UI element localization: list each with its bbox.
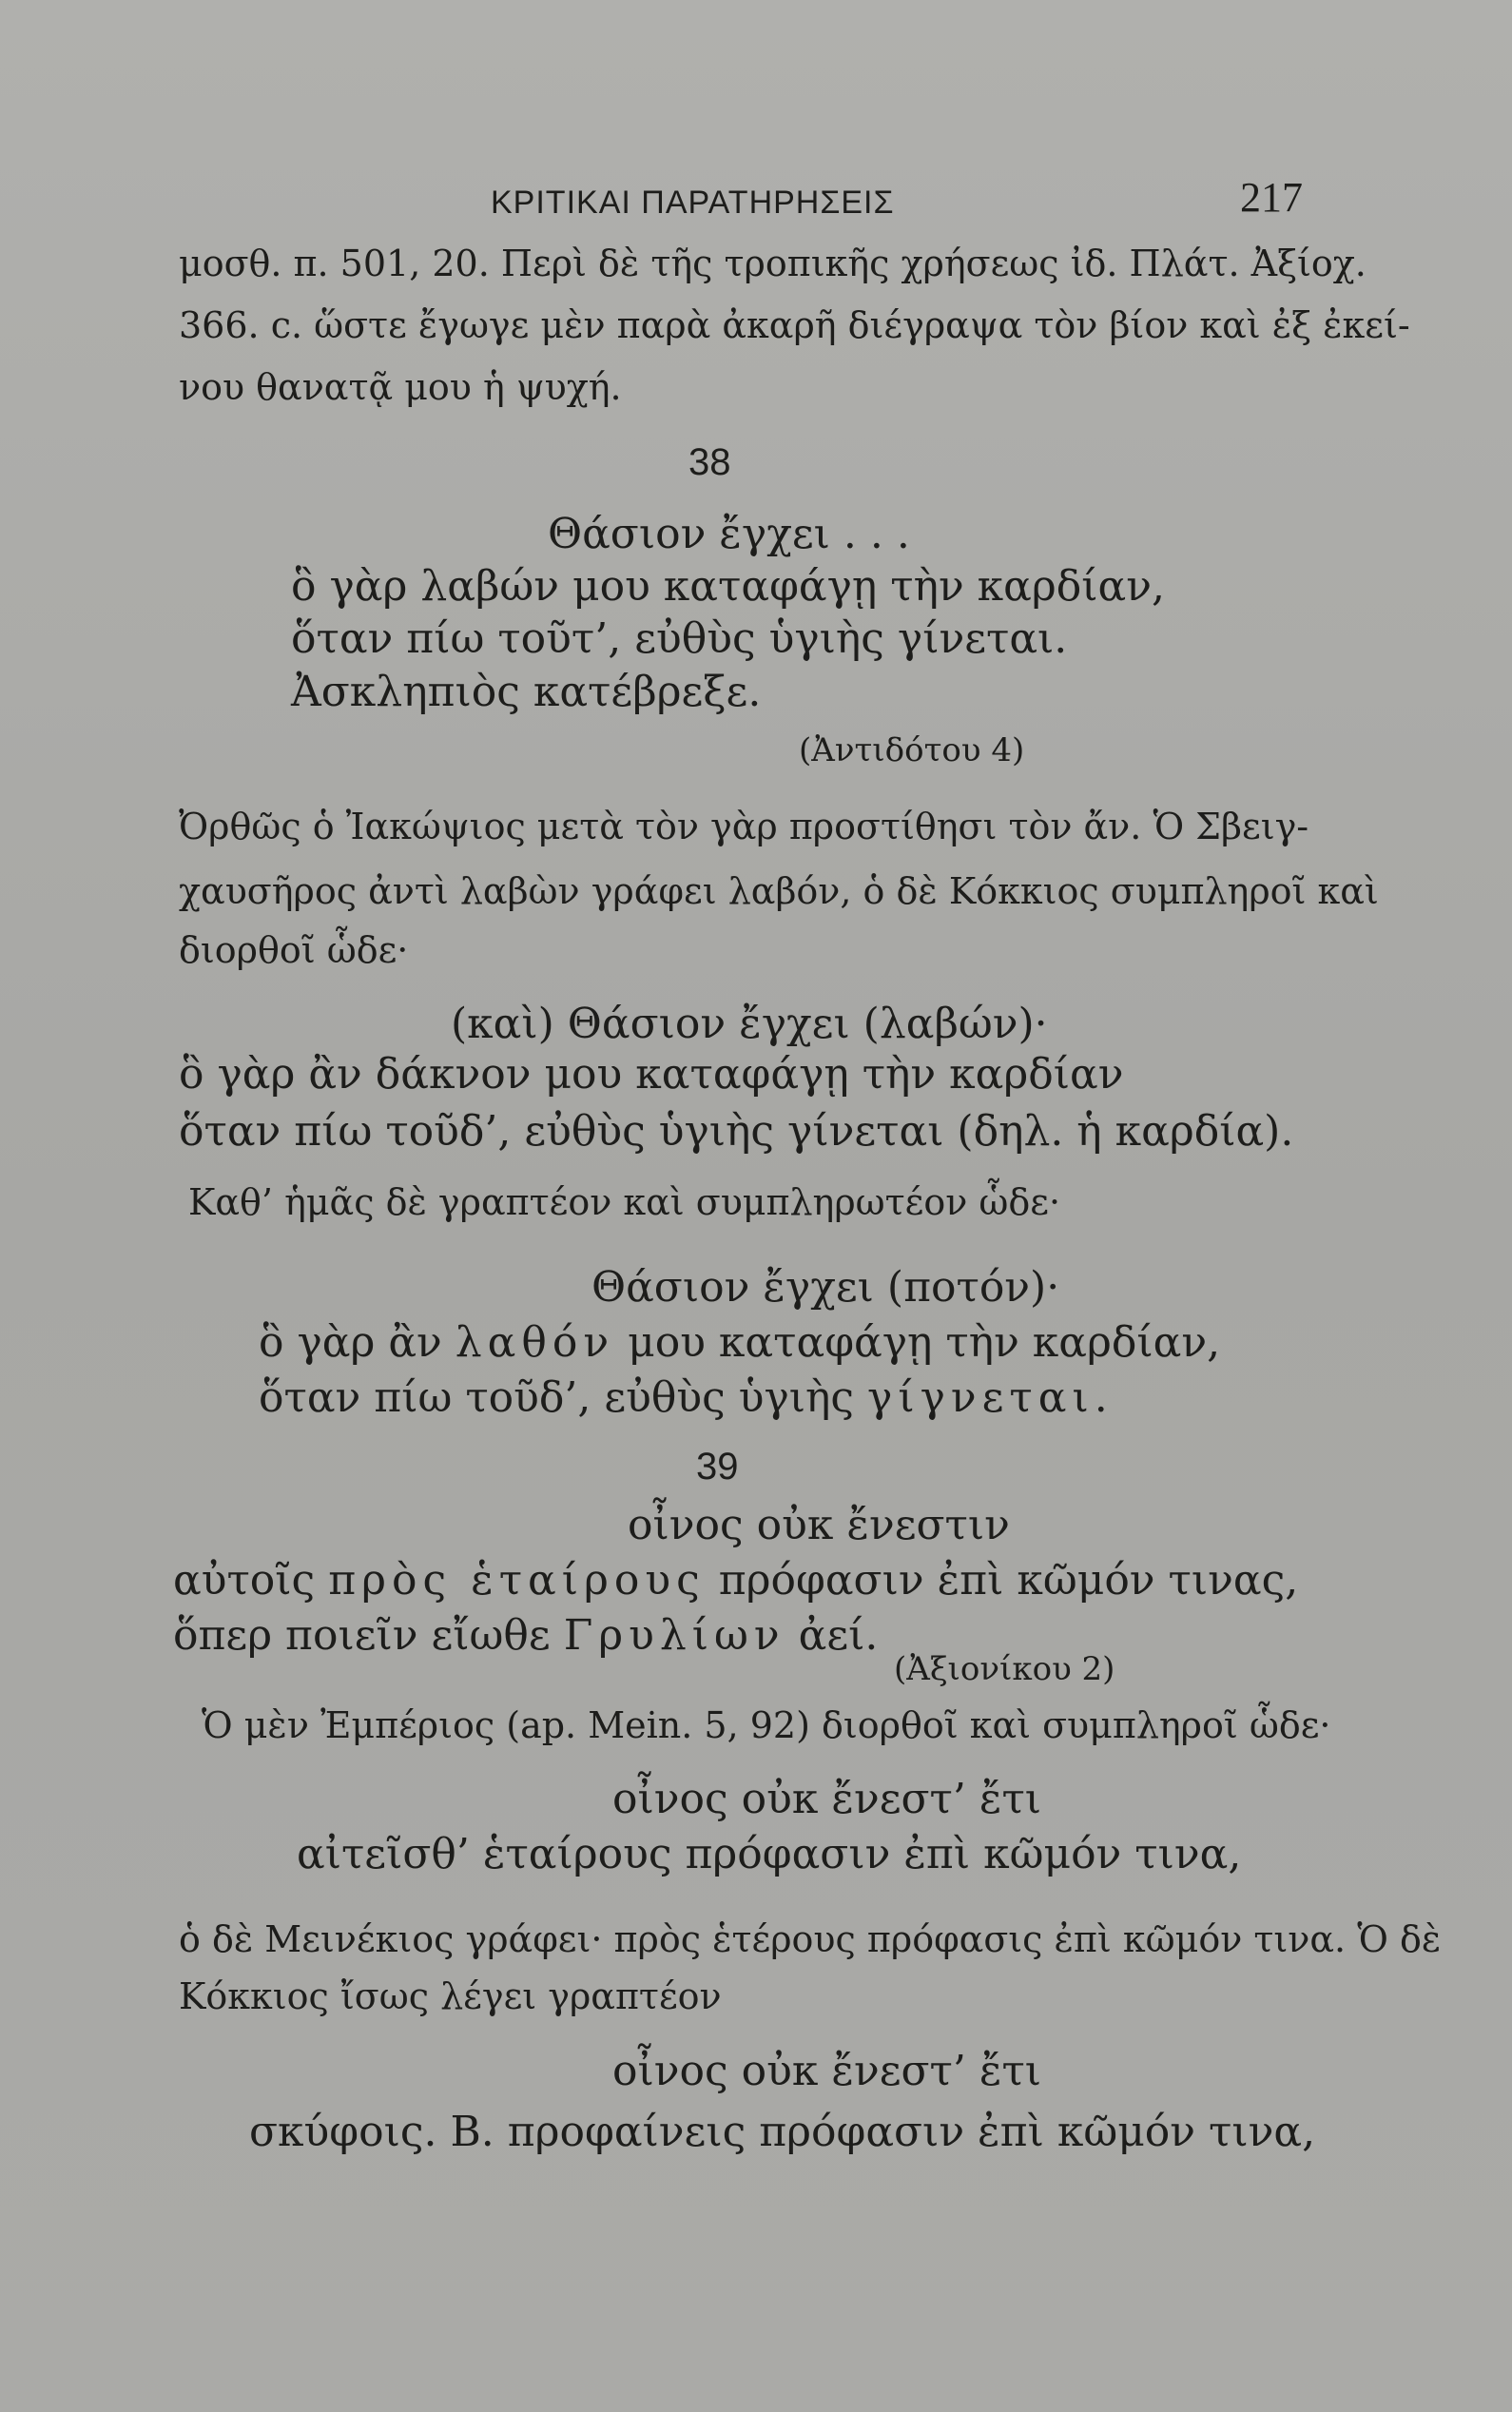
spaced-emendation: Γρυλίων bbox=[563, 1611, 785, 1660]
text-line: ὁ δὲ Μεινέκιος γράφει· πρὸς ἑτέρους πρόφασις ἐπὶ κῶμόν τινα. Ὁ δὲ bbox=[179, 1918, 1442, 1960]
text-line: διορθοῖ ὧδε· bbox=[179, 929, 409, 971]
verse-line: σκύφοις. Β. προφαίνεις πρόφασιν ἐπὶ κῶμόν τινα, bbox=[249, 2108, 1316, 2156]
verse-line bbox=[173, 1611, 879, 1660]
text-line: νου θανατᾷ μου ἡ ψυχή. bbox=[179, 366, 622, 408]
source-citation: (Ἀντιδότου 4) bbox=[799, 731, 1025, 769]
source-citation: (Ἀξιονίκου 2) bbox=[894, 1650, 1115, 1688]
running-header: ΚΡΙΤΙΚΑΙ ΠΑΡΑΤΗΡΗΣΕΙΣ bbox=[491, 185, 895, 221]
verse-line bbox=[259, 1373, 1114, 1422]
verse-line: οἶνος οὐκ ἔνεστ’ ἔτι bbox=[612, 1775, 1042, 1823]
verse-line bbox=[173, 1556, 1299, 1605]
verse-segment: μου καταφάγῃ τὴν καρδίαν, bbox=[614, 1318, 1221, 1367]
verse-line bbox=[259, 1318, 1221, 1367]
verse-line: ὅταν πίω τοῦδ’, εὐθὺς ὑγιὴς γίνεται (δηλ. ἡ καρδία). bbox=[179, 1107, 1294, 1156]
spaced-emendation: λαθόν bbox=[455, 1318, 615, 1367]
verse-segment: ὃ γὰρ ἂν bbox=[259, 1318, 456, 1367]
text-line: Ὁ μὲν Ἐμπέριος (ap. Mein. 5, 92) διορθοῖ καὶ συμπληροῖ ὧδε· bbox=[202, 1704, 1331, 1746]
text-line: Ὀρθῶς ὁ Ἰακώψιος μετὰ τὸν γὰρ προστίθησι τὸν ἄν. Ὁ Σβειγ- bbox=[179, 806, 1309, 847]
fragment-number: 38 bbox=[688, 441, 731, 483]
verse-line: Θάσιον ἔγχει . . . bbox=[548, 510, 910, 558]
verse-segment: ὅπερ ποιεῖν εἴωθε bbox=[173, 1611, 564, 1660]
page-number: 217 bbox=[1240, 174, 1303, 221]
verse-line: Ἀσκληπιὸς κατέβρεξε. bbox=[291, 668, 762, 716]
text-line: 366. c. ὥστε ἔγωγε μὲν παρὰ ἀκαρῆ διέγραψα τὸν βίον καὶ ἐξ ἐκεί- bbox=[179, 304, 1410, 346]
verse-segment: ἀεί. bbox=[785, 1611, 879, 1660]
verse-line: ὃ γὰρ λαβών μου καταφάγῃ τὴν καρδίαν, bbox=[291, 562, 1165, 611]
verse-line: ὅταν πίω τοῦτ’, εὐθὺς ὑγιὴς γίνεται. bbox=[291, 614, 1068, 663]
text-line: Καθ’ ἡμᾶς δὲ γραπτέον καὶ συμπληρωτέον ὧδε· bbox=[188, 1181, 1061, 1223]
spaced-emendation: πρὸς ἑταίρους bbox=[328, 1556, 706, 1605]
fragment-number: 39 bbox=[696, 1446, 739, 1488]
text-line: χαυσῆρος ἀντὶ λαβὼν γράφει λαβόν, ὁ δὲ Κόκκιος συμπληροῖ καὶ bbox=[179, 870, 1379, 912]
verse-line: αἰτεῖσθ’ ἑταίρους πρόφασιν ἐπὶ κῶμόν τινα, bbox=[297, 1830, 1242, 1878]
text-line: Κόκκιος ἴσως λέγει γραπτέον bbox=[179, 1975, 722, 2017]
text-line: μοσθ. π. 501, 20. Περὶ δὲ τῆς τροπικῆς χρήσεως ἰδ. Πλάτ. Ἀξίοχ. bbox=[179, 243, 1367, 284]
verse-line: ὃ γὰρ ἂν δάκνον μου καταφάγῃ τὴν καρδίαν bbox=[179, 1050, 1124, 1099]
verse-line: οἶνος οὐκ ἔνεστ’ ἔτι bbox=[612, 2047, 1042, 2095]
verse-segment: ὅταν πίω τοῦδ’, εὐθὺς ὑγιὴς bbox=[259, 1373, 868, 1422]
verse-line: Θάσιον ἔγχει (ποτόν)· bbox=[591, 1263, 1060, 1312]
verse-line: οἶνος οὐκ ἔνεστιν bbox=[628, 1501, 1010, 1549]
verse-line: (καὶ) Θάσιον ἔγχει (λαβών)· bbox=[451, 1000, 1048, 1048]
verse-segment: πρόφασιν ἐπὶ κῶμόν τινας, bbox=[705, 1556, 1299, 1605]
verse-segment: αὐτοῖς bbox=[173, 1556, 329, 1605]
spaced-emendation: γίγνεται. bbox=[867, 1373, 1114, 1422]
